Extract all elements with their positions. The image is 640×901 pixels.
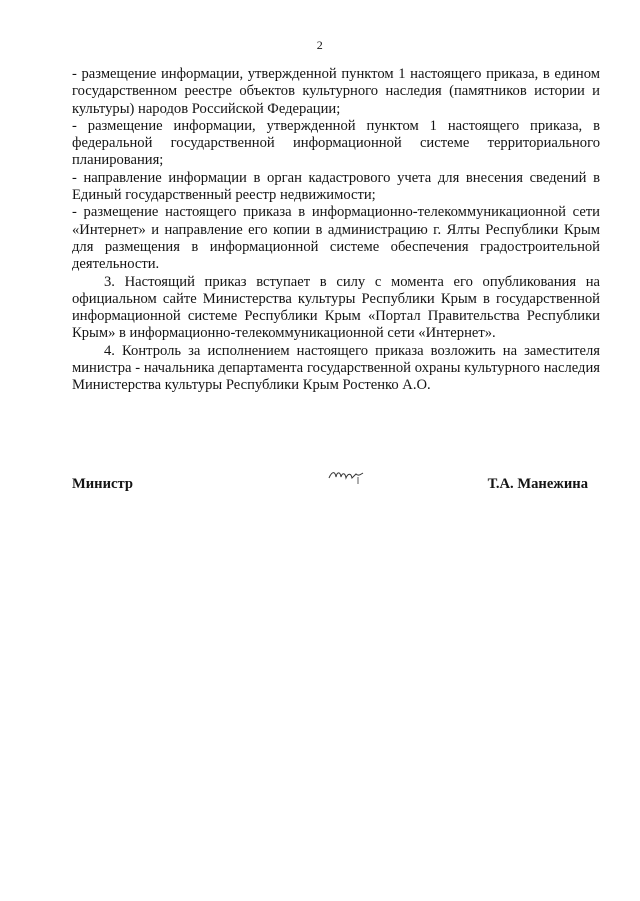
handwritten-signature (327, 466, 367, 488)
list-item-cadastre: - направление информации в орган кадастрового учета для внесения сведений в Единый государственный реестр недвижимости; (72, 169, 600, 204)
signatory-name: Т.А. Манежина (487, 476, 588, 492)
document-body (72, 66, 600, 395)
page-number: 2 (316, 38, 324, 52)
clause-4-control: 4. Контроль за исполнением настоящего приказа возложить на заместителя министра - начальника департамента государственной охраны культурного наследия Министерства культуры Республики Крым Ростенко А.О. (72, 342, 600, 394)
signature-block (72, 476, 600, 506)
list-item-egrokn: - размещение информации, утвержденной пунктом 1 настоящего приказа, в едином государственном реестре объектов культурного наследия (памятников истории и культуры) народов Российской Федерации; (72, 66, 600, 117)
clause-3-effective-date: 3. Настоящий приказ вступает в силу с момента его опубликования на официальном сайте Министерства культуры Республики Крым в государственной информационной системе Республики Крым «Портал Правительства Республики Крым» в информационно-телекоммуникационной сети «Интернет». (72, 273, 600, 342)
signatory-title: Министр (72, 476, 133, 492)
list-item-internet-yalta: - размещение настоящего приказа в информационно-телекоммуникационной сети «Интернет» и направление его копии в администрацию г. Ялты Республики Крым для размещения в информационной системе обеспечения градостроительной деятельности. (72, 204, 600, 273)
list-item-fgis-tp: - размещение информации, утвержденной пунктом 1 настоящего приказа, в федеральной государственной информационной системе территориального планирования; (72, 117, 600, 169)
